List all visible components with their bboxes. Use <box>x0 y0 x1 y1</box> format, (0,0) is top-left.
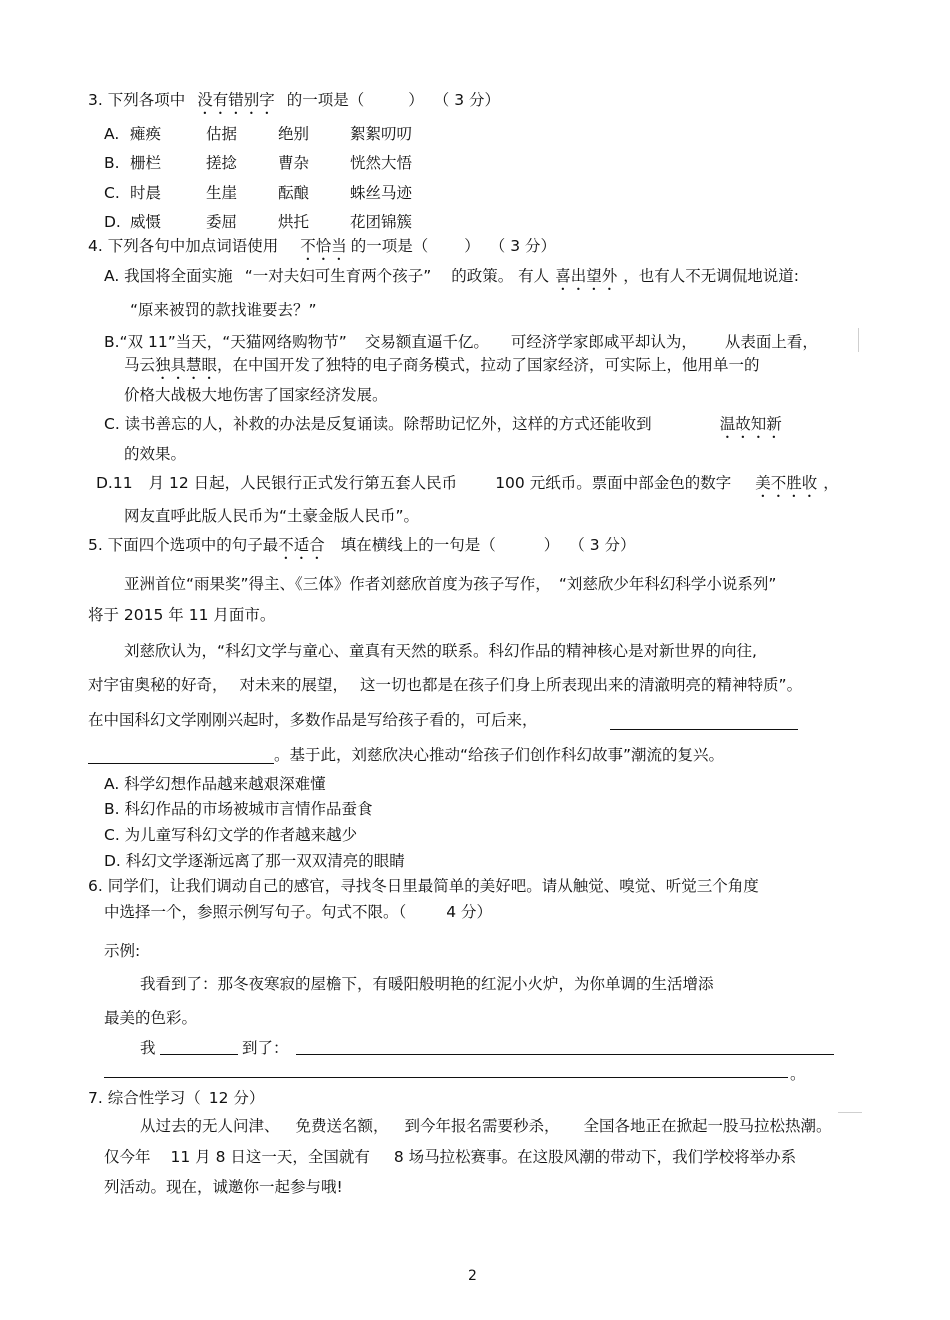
q7-line2: 仅今年 11 月 8 日这一天，全国就有 8 场马拉松赛事。在这股风潮的带动下，我们学校将举办系 <box>104 1148 797 1166</box>
q5-passage-line1: 亚洲首位“雨果奖”得主、《三体》作者刘慈欣首度为孩子写作， “刘慈欣少年科幻科学小说系列” <box>124 575 777 593</box>
q4-dotted-phrase: 不恰当 <box>300 237 347 255</box>
box-edge-mark-2 <box>838 1112 862 1113</box>
q5-option-a: A. 科学幻想作品越来越艰深难懂 <box>104 775 326 793</box>
q4-d-dotted: 美不胜收 <box>755 474 818 492</box>
q5-passage-line3: 刘慈欣认为，“科幻文学与童心、童真有天然的联系。科幻作品的精神核心是对新世界的向往, <box>124 642 757 660</box>
q4-option-a-line2: “原来被罚的款找谁要去？” <box>130 301 317 319</box>
q6-stem-line1: 6. 同学们，让我们调动自己的感官，寻找冬日里最简单的美好吧。请从触觉、嗅觉、听觉三个角度 <box>88 877 759 895</box>
page-number: 2 <box>468 1268 477 1284</box>
q7-line1: 从过去的无人问津、 免费送名额， 到今年报名需要秒杀， 全国各地正在掀起一股马拉松热潮。 <box>140 1117 832 1135</box>
q5-option-c: C. 为儿童写科幻文学的作者越来越少 <box>104 826 358 844</box>
q4-option-c-line2: 的效果。 <box>124 445 187 463</box>
q5-passage-line2: 将于 2015 年 11 月面市。 <box>88 606 276 624</box>
q6-sense-blank[interactable] <box>160 1054 238 1055</box>
box-edge-mark <box>858 328 859 352</box>
q6-example-line1: 我看到了：那冬夜寒寂的屋檐下，有暖阳般明艳的红泥小火炉，为你单调的生活增添 <box>140 975 714 993</box>
q6-fill-line: 我 <box>140 1039 156 1057</box>
q5-blank-line-2[interactable] <box>88 763 274 764</box>
q5-option-d: D. 科幻文学逐渐远离了那一双双清亮的眼睛 <box>104 852 405 870</box>
q6-stem-line2: 中选择一个，参照示例写句子。句式不限。（ 4 分） <box>104 903 493 921</box>
q4-option-b-line1: B.“双 11”当天，“天猫网络购物节” 交易额直逼千亿。 可经济学家郎咸平却认为， 从表面上看， <box>104 333 818 351</box>
q4-b-dotted: 独具慧眼 <box>155 356 218 374</box>
q4-option-d-line2: 网友直呼此版人民币为“土豪金版人民币”。 <box>124 507 420 525</box>
q6-example-line2: 最美的色彩。 <box>104 1009 198 1027</box>
q5-stem: 5. 下面四个选项中的句子最不适合 填在横线上的一句是（ ） （ 3 分） <box>88 536 636 554</box>
q4-stem: 4. 下列各句中加点词语使用 不恰当 的一项是（ ） （ 3 分） <box>88 237 556 255</box>
q5-passage-line6: 。基于此，刘慈欣决心推动“给孩子们创作科幻故事”潮流的复兴。 <box>274 746 725 764</box>
q6-answer-blank-1[interactable] <box>296 1054 834 1055</box>
q5-passage-line5: 在中国科幻文学刚刚兴起时，多数作品是写给孩子看的，可后来， <box>88 711 538 729</box>
q4-option-a-line1: A. 我国将全面实施 “一对夫妇可生育两个孩子” 的政策。 有人 喜出望外 ，也有人不无调侃地说道: <box>104 267 799 285</box>
q3-dotted-phrase: 没有错别字 <box>197 91 275 109</box>
q4-option-c-line1: C. 读书善忘的人，补救的办法是反复诵读。除帮助记忆外，这样的方式还能收到 温故知新 <box>104 415 782 433</box>
q4-a-dotted: 喜出望外 <box>555 267 618 285</box>
q3-stem: 3. 下列各项中 没有错别字 的一项是（ ） （ 3 分） <box>88 91 500 109</box>
q6-end-mark: 。 <box>790 1065 806 1083</box>
q5-option-b: B. 科幻作品的市场被城市言情作品蚕食 <box>104 800 373 818</box>
q4-option-b-line3: 价格大战极大地伤害了国家经济发展。 <box>124 386 388 404</box>
q4-option-b-line2: 马云独具慧眼，在中国开发了独特的电子商务模式，拉动了国家经济，可实际上，他用单一的 <box>124 356 760 374</box>
q6-example-label: 示例: <box>104 942 141 960</box>
q5-blank-line-1[interactable] <box>610 729 798 730</box>
q5-passage-line4: 对宇宙奥秘的好奇， 对未来的展望， 这一切也都是在孩子们身上所表现出来的清澈明亮的精神特质”。 <box>88 676 803 694</box>
q7-title: 7. 综合性学习（ 12 分） <box>88 1089 265 1107</box>
q4-option-d-line1: D.11 月 12 日起，人民银行正式发行第五套人民币 100 元纸币。票面中部金色的数字 美不胜收 ， <box>96 474 839 492</box>
q6-answer-blank-2[interactable] <box>104 1077 788 1078</box>
q4-c-dotted: 温故知新 <box>719 415 782 433</box>
q5-dotted-phrase: 不适合 <box>278 536 325 554</box>
q7-line3: 列活动。现在，诚邀你一起参与哦! <box>104 1178 343 1196</box>
q6-fill-mid: 到了： <box>242 1039 289 1057</box>
